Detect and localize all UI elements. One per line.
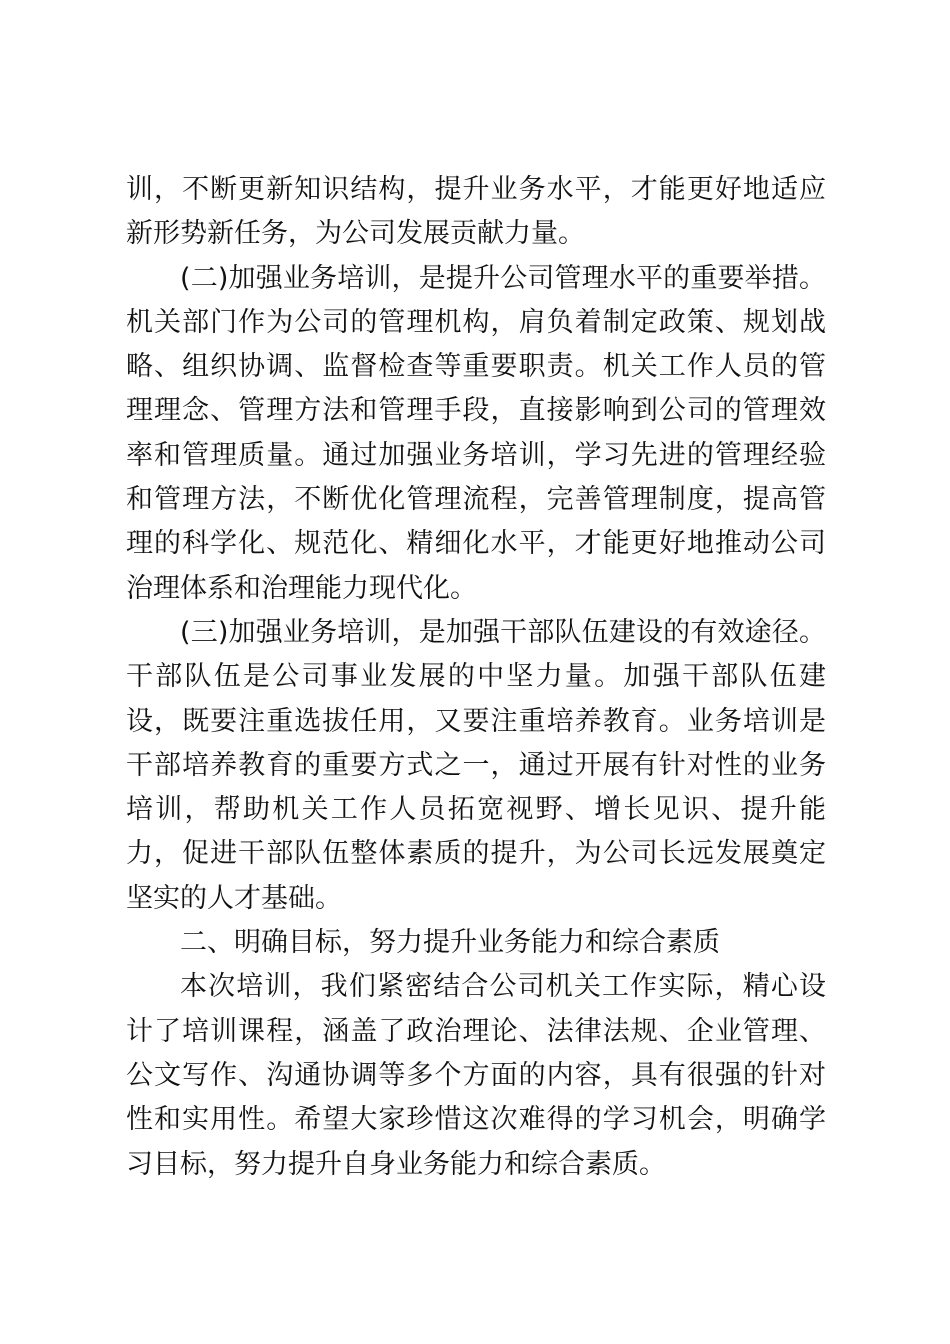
paragraph-point-2: (二)加强业务培训，是提升公司管理水平的重要举措。机关部门作为公司的管理机构，肩负着制定政策、规划战略、组织协调、监督检查等重要职责。机关工作人员的管理理念、管理方法和管理手段，直接影响到公司的管理效率和管理质量。通过加强业务培训，学习先进的管理经验和管理方法，不断优化管理流程，完善管理制度，提高管理的科学化、规范化、精细化水平，才能更好地推动公司治理体系和治理能力现代化。 — [126, 262, 826, 604]
paragraph-section-2-body: 本次培训，我们紧密结合公司机关工作实际，精心设计了培训课程，涵盖了政治理论、法律法规、企业管理、公文写作、沟通协调等多个方面的内容，具有很强的针对性和实用性。希望大家珍惜这次难得的学习机会，明确学习目标，努力提升自身业务能力和综合素质。 — [126, 971, 826, 1180]
paragraph-continuation: 训，不断更新知识结构，提升业务水平，才能更好地适应新形势新任务，为公司发展贡献力量。 — [126, 174, 826, 250]
paragraph-point-3: (三)加强业务培训，是加强干部队伍建设的有效途径。干部队伍是公司事业发展的中坚力量。加强干部队伍建设，既要注重选拔任用，又要注重培养教育。业务培训是干部培养教育的重要方式之一，通过开展有针对性的业务培训，帮助机关工作人员拓宽视野、增长见识、提升能力，促进干部队伍整体素质的提升，为公司长远发展奠定坚实的人才基础。 — [126, 616, 826, 914]
section-heading: 二、明确目标，努力提升业务能力和综合素质 — [180, 927, 720, 959]
document-body — [126, 168, 826, 1187]
